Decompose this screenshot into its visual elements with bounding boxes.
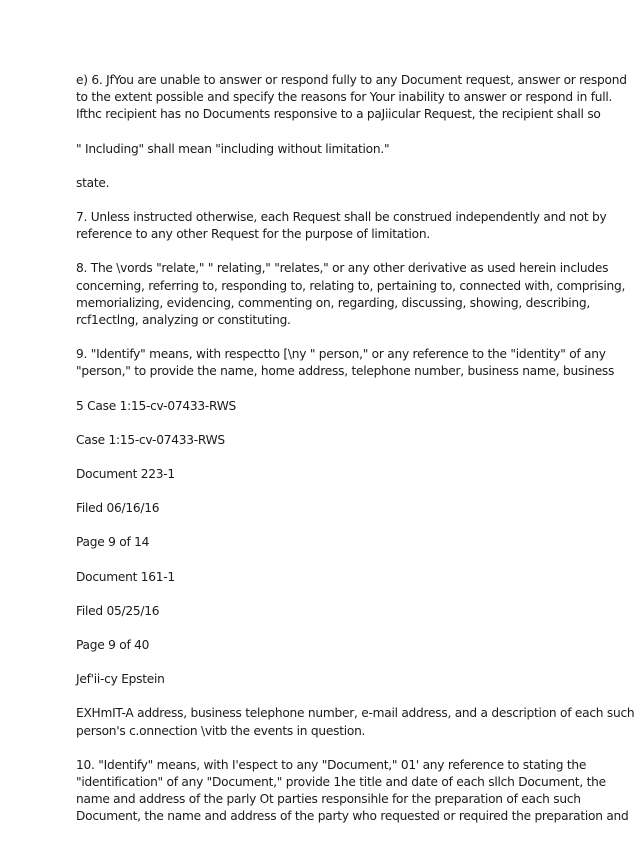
paragraph-instruction-9	[76, 346, 615, 380]
text-line: 8. The \vords "relate," " relating," "relates," or any other derivative as used herein includes	[76, 261, 609, 276]
header-case-number	[76, 432, 566, 449]
text-line: Filed 05/25/16	[76, 603, 160, 618]
paragraph-instruction-6	[76, 72, 627, 124]
text-line: person's c.onnection \vitb the events in question.	[76, 723, 366, 738]
text-line: Filed 06/16/16	[76, 501, 160, 516]
header-party-name	[76, 671, 566, 688]
text-line: 7. Unless instructed otherwise, each Request shall be construed independently and not by	[76, 210, 607, 225]
text-line: Jef'ii-cy Epstein	[76, 672, 165, 687]
header-case-number-page	[76, 398, 566, 415]
header-page-number-secondary	[76, 637, 566, 654]
paragraph-instruction-10	[76, 757, 629, 826]
text-line: EXHmIT-A address, business telephone number, e-mail address, and a description of each such	[76, 706, 635, 721]
text-line: "identification" of any "Document," provide 1he title and date of each sllch Document, the	[76, 775, 606, 790]
paragraph-instruction-8	[76, 260, 626, 329]
header-filed-date	[76, 500, 566, 517]
text-line: 5 Case 1:15-cv-07433-RWS	[76, 398, 237, 413]
paragraph-instruction-7	[76, 209, 607, 243]
text-line: Page 9 of 14	[76, 535, 150, 550]
text-line: "person," to provide the name, home address, telephone number, business name, business	[76, 364, 615, 379]
text-line: Document 223-1	[76, 467, 175, 482]
text-line: to the extent possible and specify the reasons for Your inability to answer or respond in full.	[76, 90, 613, 105]
text-line: Page 9 of 40	[76, 638, 150, 653]
text-line: e) 6. JfYou are unable to answer or respond fully to any Document request, answer or respond	[76, 73, 627, 87]
paragraph-including-definition	[76, 141, 566, 158]
text-line: rcf1ectlng, analyzing or constituting.	[76, 313, 291, 328]
text-line: state.	[76, 175, 110, 190]
text-line: Document 161-1	[76, 569, 175, 584]
paragraph-state	[76, 175, 566, 192]
text-line: concerning, referring to, responding to, relating to, pertaining to, connected with, comprising,	[76, 278, 626, 293]
paragraph-exhibit-a	[76, 705, 635, 739]
text-line: " Including" shall mean "including without limitation."	[76, 141, 390, 156]
text-line: 10. "Identify" means, with I'espect to any "Document," 01' any reference to stating the	[76, 757, 587, 772]
text-line: Document, the name and address of the party who requested or required the preparation and	[76, 809, 629, 824]
document-body	[76, 72, 635, 843]
text-line: 9. "Identify" means, with respectto [\ny " person," or any reference to the "identity" of any	[76, 347, 606, 362]
text-line: reference to any other Request for the purpose of limitation.	[76, 227, 430, 242]
header-filed-date-secondary	[76, 603, 566, 620]
text-line: Case 1:15-cv-07433-RWS	[76, 432, 225, 447]
header-page-number	[76, 534, 566, 551]
text-line: memorializing, evidencing, commenting on, regarding, discussing, showing, describing,	[76, 295, 590, 310]
header-document-number	[76, 466, 566, 483]
header-document-number-secondary	[76, 569, 566, 586]
text-line: name and address of the parly Ot parties responsihle for the preparation of each such	[76, 792, 581, 807]
text-line: Ifthc recipient has no Documents responsive to a paJiicular Request, the recipient shall so	[76, 107, 601, 122]
